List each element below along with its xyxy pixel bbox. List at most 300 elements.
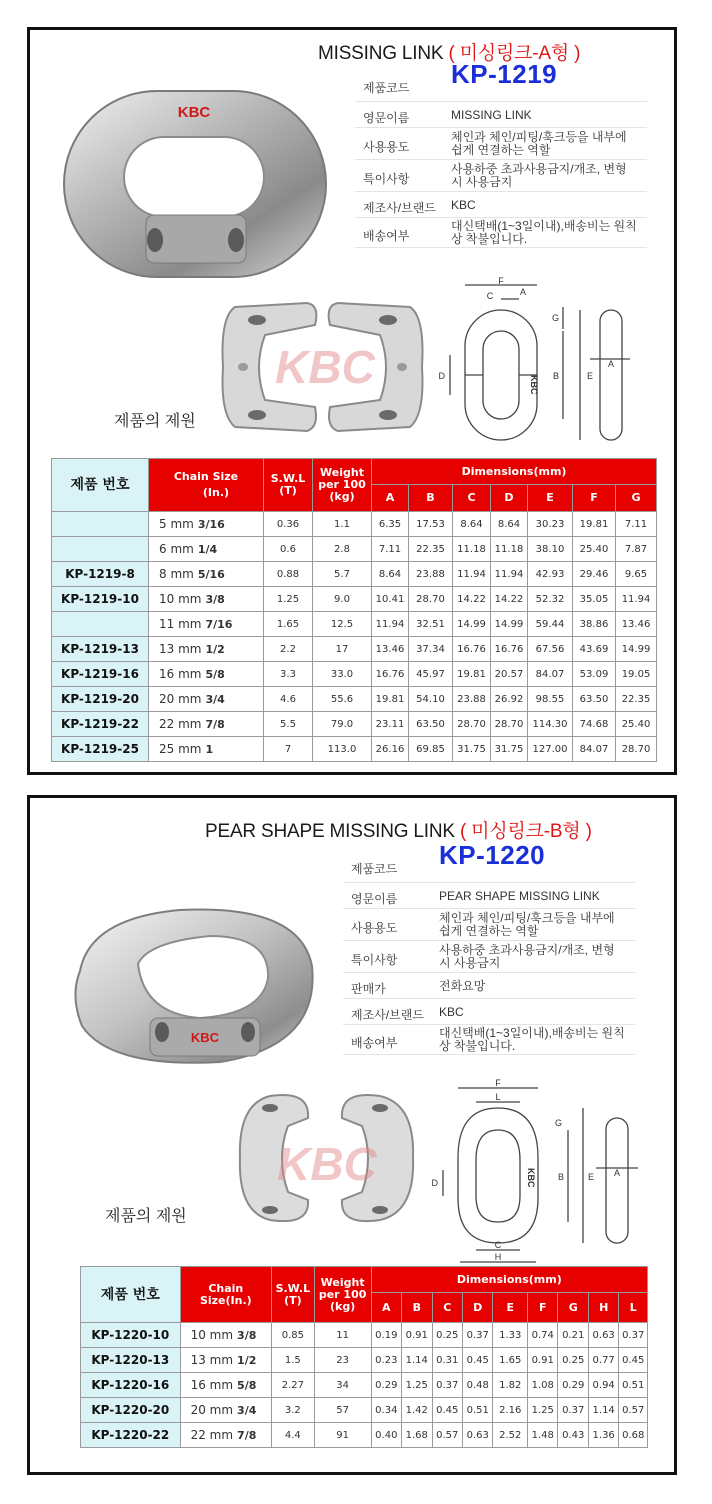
info-row-shipping <box>343 1025 635 1055</box>
chain-size-cell <box>149 612 264 637</box>
info-value: 체인과 체인/피팅/훅크등을 내부에 <box>439 911 615 925</box>
info-label: 제품코드 <box>351 862 398 876</box>
info-value: 사용하중 초과사용금지/개조, 변형 <box>439 943 615 957</box>
dim-label-c: C <box>486 291 494 301</box>
dimension-cell: 0.74 <box>528 1323 558 1348</box>
dimension-column-header: E <box>493 1293 528 1323</box>
dimension-cell: 63.50 <box>573 687 616 712</box>
chain-size-mm: 16 mm <box>190 1378 234 1392</box>
chain-size-mm: 25 mm <box>159 742 202 756</box>
dimension-cell: 2.52 <box>493 1423 528 1448</box>
dimension-cell: 28.70 <box>453 712 491 737</box>
product-code-cell: KP-1219-25 <box>52 737 149 762</box>
product-title <box>205 816 592 843</box>
header-chain-line1: Chain Size <box>173 470 239 483</box>
header-swl <box>264 459 313 512</box>
dimension-cell: 31.75 <box>453 737 491 762</box>
dimension-cell: 28.70 <box>409 587 453 612</box>
dimension-cell: 19.05 <box>616 662 657 687</box>
product-code-cell: KP-1220-13 <box>81 1348 181 1373</box>
dimension-cell: 0.37 <box>619 1323 648 1348</box>
dimension-column-header: D <box>462 1293 492 1323</box>
info-value: 대신택배(1~3일이내),배송비는 원칙 <box>439 1026 625 1040</box>
info-label: 판매가 <box>351 982 386 996</box>
header-swl-line2: (T) <box>279 484 297 497</box>
chain-size-cell <box>149 512 264 537</box>
dimension-cell: 45.97 <box>409 662 453 687</box>
swl-cell: 1.65 <box>264 612 313 637</box>
dimension-cell: 0.51 <box>462 1398 492 1423</box>
weight-cell: 17 <box>313 637 372 662</box>
dimension-cell: 0.21 <box>558 1323 588 1348</box>
dimension-cell: 0.57 <box>432 1423 462 1448</box>
product-code-cell: KP-1219-22 <box>52 712 149 737</box>
dimension-cell: 0.48 <box>462 1373 492 1398</box>
kbc-watermark: KBC <box>277 1138 377 1190</box>
dimension-cell: 8.64 <box>453 512 491 537</box>
diagram-brand-mark: KBC <box>529 375 539 395</box>
dimension-column-header: H <box>588 1293 618 1323</box>
dimension-cell: 11.94 <box>453 562 491 587</box>
dimension-cell: 8.64 <box>372 562 409 587</box>
table-row <box>52 612 657 637</box>
info-label: 제조사/브랜드 <box>351 1008 424 1022</box>
dimension-cell: 7.11 <box>372 537 409 562</box>
chain-size-inch: 3/4 <box>237 1404 257 1417</box>
dimension-cell: 14.99 <box>616 637 657 662</box>
dimension-cell: 1.14 <box>588 1398 618 1423</box>
dimension-cell: 1.42 <box>402 1398 432 1423</box>
dimension-column-header: G <box>558 1293 588 1323</box>
dimension-cell: 0.37 <box>432 1373 462 1398</box>
weight-cell: 79.0 <box>313 712 372 737</box>
chain-size-cell <box>149 662 264 687</box>
dimension-column-header: C <box>453 485 491 512</box>
chain-size-mm: 10 mm <box>190 1328 234 1342</box>
dimension-cell: 0.94 <box>588 1373 618 1398</box>
dimension-cell: 7.11 <box>616 512 657 537</box>
weight-cell: 11 <box>314 1323 371 1348</box>
chain-size-cell <box>180 1323 271 1348</box>
dimension-cell: 0.40 <box>371 1423 401 1448</box>
brand-stamp: KBC <box>177 104 211 121</box>
dim-label-c: C <box>494 1240 502 1250</box>
info-value-line2: 시 사용금지 <box>439 956 501 970</box>
table-row <box>81 1423 648 1448</box>
dimension-cell: 7.87 <box>616 537 657 562</box>
dimension-cell: 19.81 <box>372 687 409 712</box>
dimension-cell: 98.55 <box>528 687 573 712</box>
dimension-cell: 16.76 <box>372 662 409 687</box>
dimension-cell: 1.25 <box>528 1398 558 1423</box>
dimension-cell: 0.45 <box>462 1348 492 1373</box>
header-dimensions: Dimensions(mm) <box>372 459 657 485</box>
info-row-brand <box>343 999 635 1025</box>
dimension-cell: 0.23 <box>371 1348 401 1373</box>
header-weight <box>313 459 372 512</box>
header-chain-line1: Chain <box>208 1281 244 1295</box>
info-label: 특이사항 <box>363 172 410 186</box>
product-code: KP-1220 <box>439 840 546 870</box>
dimension-cell: 1.65 <box>493 1348 528 1373</box>
dimension-cell: 25.40 <box>616 712 657 737</box>
dim-label-f: F <box>495 1078 501 1088</box>
dimension-column-header: E <box>528 485 573 512</box>
chain-size-cell <box>180 1373 271 1398</box>
dimension-cell: 9.65 <box>616 562 657 587</box>
dimension-cell: 10.41 <box>372 587 409 612</box>
product-code-cell: KP-1219-10 <box>52 587 149 612</box>
dimension-cell: 53.09 <box>573 662 616 687</box>
chain-size-mm: 11 mm <box>159 617 202 631</box>
spec-label: 제품의 제원 <box>105 1208 187 1225</box>
chain-size-mm: 5 mm <box>159 517 194 531</box>
header-chain-line2: (In.) <box>202 486 230 499</box>
chain-size-cell <box>149 737 264 762</box>
title-english: PEAR SHAPE MISSING LINK <box>205 821 455 842</box>
chain-size-mm: 6 mm <box>159 542 194 556</box>
weight-cell: 2.8 <box>313 537 372 562</box>
title-english: MISSING LINK <box>318 43 444 64</box>
dimension-cell: 19.81 <box>573 512 616 537</box>
dimension-cell: 114.30 <box>528 712 573 737</box>
dimension-cell: 0.25 <box>558 1348 588 1373</box>
dimension-column-header: A <box>372 485 409 512</box>
swl-cell: 4.4 <box>272 1423 315 1448</box>
swl-cell: 0.85 <box>272 1323 315 1348</box>
header-product-number: 제품 번호 <box>52 459 149 512</box>
dimension-cell: 0.63 <box>588 1323 618 1348</box>
title-korean: ( 미싱링크-A형 ) <box>448 43 581 64</box>
info-row-code <box>355 59 647 102</box>
info-row-notes <box>355 160 647 192</box>
info-value: KBC <box>451 198 476 212</box>
dimension-cell: 84.07 <box>528 662 573 687</box>
header-weight-line2: per 100 <box>318 478 366 491</box>
dimension-cell: 0.45 <box>432 1398 462 1423</box>
chain-size-cell <box>180 1398 271 1423</box>
weight-cell: 12.5 <box>313 612 372 637</box>
chain-size-cell <box>180 1423 271 1448</box>
dimension-cell: 26.16 <box>372 737 409 762</box>
info-value-line2: 쉽게 연결하는 역할 <box>451 143 551 157</box>
product-code-cell <box>52 512 149 537</box>
dimension-cell: 0.37 <box>558 1398 588 1423</box>
header-weight-line1: Weight <box>320 1275 365 1289</box>
header-weight-line3: (kg) <box>329 490 355 503</box>
chain-size-mm: 13 mm <box>159 642 202 656</box>
dimension-cell: 14.22 <box>453 587 491 612</box>
dimension-cell: 28.70 <box>616 737 657 762</box>
dimension-column-header: D <box>491 485 528 512</box>
missing-link-diagram <box>435 275 645 450</box>
dimension-cell: 0.31 <box>432 1348 462 1373</box>
chain-size-mm: 20 mm <box>159 692 202 706</box>
product-code-cell <box>52 612 149 637</box>
chain-size-mm: 13 mm <box>190 1353 234 1367</box>
dimension-cell: 127.00 <box>528 737 573 762</box>
weight-cell: 23 <box>314 1348 371 1373</box>
weight-cell: 113.0 <box>313 737 372 762</box>
product-code-cell: KP-1220-20 <box>81 1398 181 1423</box>
table-row <box>52 512 657 537</box>
dimension-cell: 23.88 <box>409 562 453 587</box>
dimension-cell: 30.23 <box>528 512 573 537</box>
info-value: 전화요망 <box>439 979 486 993</box>
table-row <box>52 562 657 587</box>
info-label: 사용용도 <box>351 921 398 935</box>
dimension-cell: 29.46 <box>573 562 616 587</box>
dimension-cell: 74.68 <box>573 712 616 737</box>
brand-stamp: KBC <box>190 1030 220 1045</box>
weight-cell: 5.7 <box>313 562 372 587</box>
dimension-cell: 0.63 <box>462 1423 492 1448</box>
info-row-shipping <box>355 218 647 248</box>
dimension-cell: 6.35 <box>372 512 409 537</box>
dimension-cell: 0.37 <box>462 1323 492 1348</box>
swl-cell: 0.6 <box>264 537 313 562</box>
info-value: 체인과 체인/피팅/훅크등을 내부에 <box>451 130 627 144</box>
dimension-cell: 0.19 <box>371 1323 401 1348</box>
dimension-cell: 0.43 <box>558 1423 588 1448</box>
chain-size-inch: 1/4 <box>197 543 218 556</box>
dimension-cell: 14.99 <box>453 612 491 637</box>
header-product-number: 제품 번호 <box>81 1267 181 1323</box>
dimension-cell: 0.77 <box>588 1348 618 1373</box>
dim-label-b: B <box>557 1172 564 1182</box>
chain-size-inch: 1 <box>205 743 214 756</box>
swl-cell: 4.6 <box>264 687 313 712</box>
product-panel-pear-shape-missing-link <box>27 795 677 1475</box>
dimension-cell: 13.46 <box>372 637 409 662</box>
diagram-brand-mark: KBC <box>526 1168 536 1188</box>
dimension-cell: 84.07 <box>573 737 616 762</box>
header-weight-line2: per 100 <box>318 1287 367 1301</box>
product-code-cell: KP-1219-20 <box>52 687 149 712</box>
chain-size-inch: 7/8 <box>205 718 225 731</box>
dim-label-a: A <box>613 1168 621 1178</box>
dimension-cell: 67.56 <box>528 637 573 662</box>
dimension-cell: 17.53 <box>409 512 453 537</box>
chain-size-inch: 3/4 <box>205 693 225 706</box>
info-label: 배송여부 <box>363 229 410 243</box>
swl-cell: 7 <box>264 737 313 762</box>
header-weight-line1: Weight <box>320 466 364 479</box>
header-swl-line1: S.W.L <box>270 472 306 485</box>
table-row <box>81 1323 648 1348</box>
chain-size-inch: 3/16 <box>197 518 225 531</box>
dimension-cell: 1.68 <box>402 1423 432 1448</box>
chain-size-cell <box>180 1348 271 1373</box>
info-value-line2: 시 사용금지 <box>451 175 513 189</box>
product-code-cell: KP-1219-16 <box>52 662 149 687</box>
swl-cell: 3.2 <box>272 1398 315 1423</box>
weight-cell: 91 <box>314 1423 371 1448</box>
weight-cell: 55.6 <box>313 687 372 712</box>
chain-size-mm: 20 mm <box>190 1403 234 1417</box>
chain-size-inch: 3/8 <box>237 1329 257 1342</box>
info-row-brand <box>355 192 647 218</box>
swl-cell: 2.2 <box>264 637 313 662</box>
dimension-cell: 25.40 <box>573 537 616 562</box>
dimension-cell: 38.86 <box>573 612 616 637</box>
table-row <box>52 637 657 662</box>
swl-cell: 0.36 <box>264 512 313 537</box>
dimension-cell: 1.14 <box>402 1348 432 1373</box>
dimension-cell: 16.76 <box>491 637 528 662</box>
info-label: 영문이름 <box>363 111 410 125</box>
pear-link-diagram <box>428 1078 658 1268</box>
info-value: PEAR SHAPE MISSING LINK <box>439 889 600 903</box>
missing-link-photo <box>58 85 333 285</box>
dim-label-b: B <box>552 371 559 381</box>
info-value-line2: 상 착불입니다. <box>439 1039 516 1053</box>
dimension-cell: 11.94 <box>372 612 409 637</box>
dim-label-e: E <box>587 371 594 381</box>
link-halves-photo <box>215 295 430 440</box>
chain-size-inch: 1/2 <box>237 1354 257 1367</box>
dimension-cell: 52.32 <box>528 587 573 612</box>
dimension-cell: 23.88 <box>453 687 491 712</box>
dimension-column-header: B <box>402 1293 432 1323</box>
weight-cell: 9.0 <box>313 587 372 612</box>
dimension-cell: 11.94 <box>491 562 528 587</box>
info-label: 제조사/브랜드 <box>363 201 436 215</box>
dimension-cell: 26.92 <box>491 687 528 712</box>
product-panel-missing-link <box>27 27 677 775</box>
swl-cell: 2.27 <box>272 1373 315 1398</box>
product-info-table <box>355 59 647 248</box>
dimension-column-header: B <box>409 485 453 512</box>
chain-size-cell <box>149 712 264 737</box>
info-row-english-name <box>355 102 647 128</box>
header-chain-size <box>149 459 264 512</box>
info-value-line2: 쉽게 연결하는 역할 <box>439 924 539 938</box>
chain-size-mm: 8 mm <box>159 567 194 581</box>
chain-size-cell <box>149 587 264 612</box>
header-dimensions: Dimensions(mm) <box>371 1267 647 1293</box>
dimension-cell: 1.36 <box>588 1423 618 1448</box>
dimension-cell: 28.70 <box>491 712 528 737</box>
pear-link-halves-photo <box>230 1088 425 1228</box>
swl-cell: 1.5 <box>272 1348 315 1373</box>
info-value: 사용하중 초과사용금지/개조, 변형 <box>451 162 627 176</box>
product-info-table <box>343 840 635 1055</box>
weight-cell: 33.0 <box>313 662 372 687</box>
dimension-cell: 63.50 <box>409 712 453 737</box>
info-label: 배송여부 <box>351 1036 398 1050</box>
chain-size-inch: 5/16 <box>197 568 225 581</box>
product-code: KP-1219 <box>451 59 558 89</box>
dimension-cell: 16.76 <box>453 637 491 662</box>
header-chain-size <box>180 1267 271 1323</box>
dimension-cell: 1.08 <box>528 1373 558 1398</box>
spec-table-kp-1220 <box>80 1266 648 1448</box>
swl-cell: 3.3 <box>264 662 313 687</box>
dimension-column-header: A <box>371 1293 401 1323</box>
table-row <box>81 1373 648 1398</box>
dimension-cell: 14.99 <box>491 612 528 637</box>
dim-label-g: G <box>551 313 559 323</box>
dimension-column-header: G <box>616 485 657 512</box>
dimension-column-header: C <box>432 1293 462 1323</box>
dimension-cell: 59.44 <box>528 612 573 637</box>
chain-size-inch: 7/16 <box>205 618 233 631</box>
kbc-watermark: KBC <box>275 341 375 393</box>
info-label: 특이사항 <box>351 953 398 967</box>
dim-label-h: H <box>494 1252 502 1262</box>
product-code-cell: KP-1219-13 <box>52 637 149 662</box>
chain-size-cell <box>149 537 264 562</box>
dimension-cell: 13.46 <box>616 612 657 637</box>
dimension-column-header: F <box>573 485 616 512</box>
dimension-cell: 69.85 <box>409 737 453 762</box>
chain-size-cell <box>149 637 264 662</box>
dim-label-e: E <box>588 1172 595 1182</box>
table-row <box>52 537 657 562</box>
product-code-cell: KP-1220-16 <box>81 1373 181 1398</box>
swl-cell: 1.25 <box>264 587 313 612</box>
info-row-notes <box>343 941 635 973</box>
dim-label-f: F <box>498 276 504 286</box>
dimension-cell: 37.34 <box>409 637 453 662</box>
info-label: 영문이름 <box>351 892 398 906</box>
swl-cell: 0.88 <box>264 562 313 587</box>
dim-label-d: D <box>438 371 445 381</box>
info-row-price <box>343 973 635 999</box>
info-value: 대신택배(1~3일이내),배송비는 원칙 <box>451 219 637 233</box>
info-label: 사용용도 <box>363 140 410 154</box>
dimension-cell: 43.69 <box>573 637 616 662</box>
dimension-cell: 14.22 <box>491 587 528 612</box>
dimension-cell: 11.18 <box>491 537 528 562</box>
spec-label: 제품의 제원 <box>114 413 196 430</box>
header-weight <box>314 1267 371 1323</box>
dimension-cell: 20.57 <box>491 662 528 687</box>
dimension-cell: 8.64 <box>491 512 528 537</box>
chain-size-inch: 5/8 <box>205 668 225 681</box>
info-value-line2: 상 착불입니다. <box>451 232 528 246</box>
dimension-cell: 19.81 <box>453 662 491 687</box>
info-value: MISSING LINK <box>451 108 532 122</box>
dimension-cell: 0.25 <box>432 1323 462 1348</box>
chain-size-inch: 1/2 <box>205 643 225 656</box>
chain-size-mm: 22 mm <box>159 717 202 731</box>
dimension-cell: 0.29 <box>558 1373 588 1398</box>
dimension-cell: 32.51 <box>409 612 453 637</box>
table-row <box>52 737 657 762</box>
dimension-column-header: F <box>528 1293 558 1323</box>
header-swl-line1: S.W.L <box>275 1281 311 1295</box>
chain-size-mm: 16 mm <box>159 667 202 681</box>
table-row <box>81 1348 648 1373</box>
swl-cell: 5.5 <box>264 712 313 737</box>
table-row <box>52 587 657 612</box>
dimension-cell: 1.25 <box>402 1373 432 1398</box>
product-code-cell <box>52 537 149 562</box>
weight-cell: 57 <box>314 1398 371 1423</box>
dimension-cell: 0.29 <box>371 1373 401 1398</box>
dim-label-d: D <box>431 1178 438 1188</box>
table-row <box>52 662 657 687</box>
pear-link-photo <box>50 896 325 1076</box>
chain-size-mm: 10 mm <box>159 592 202 606</box>
dimension-cell: 1.82 <box>493 1373 528 1398</box>
chain-size-cell <box>149 562 264 587</box>
dimension-cell: 0.51 <box>619 1373 648 1398</box>
dimension-cell: 23.11 <box>372 712 409 737</box>
info-row-usage <box>355 128 647 160</box>
